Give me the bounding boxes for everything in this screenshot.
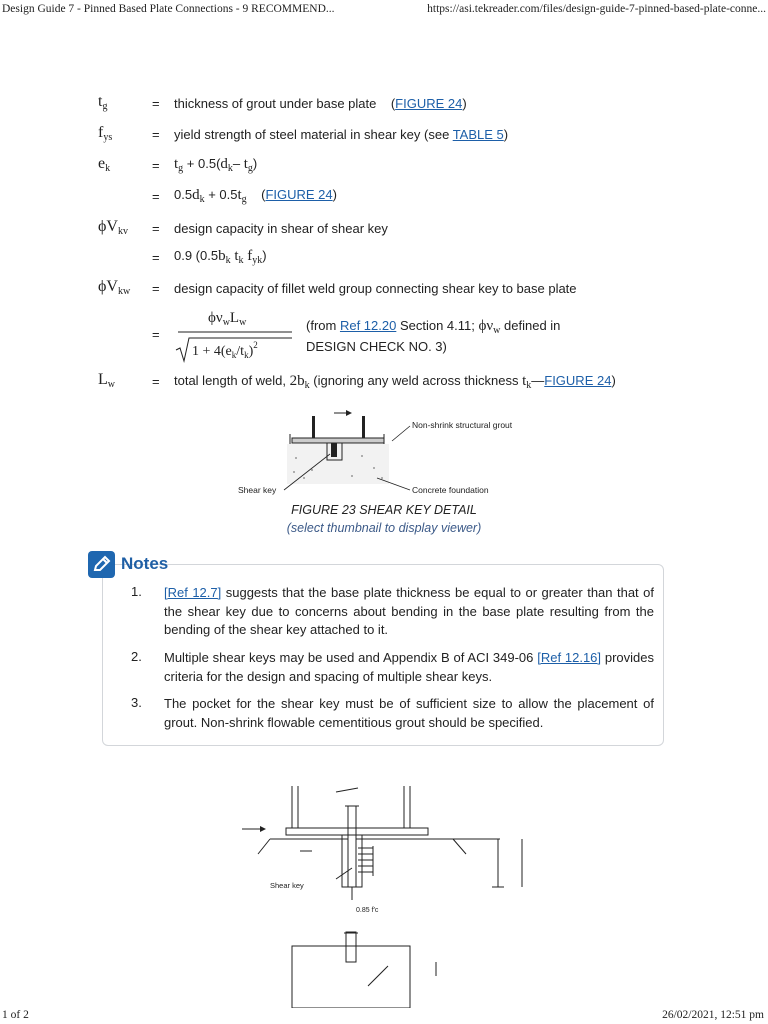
- plan-arrow: [368, 966, 388, 986]
- ref-12-7-label: Ref 12.7: [167, 585, 218, 600]
- phiVkv2-a: 0.9 (0.5: [174, 248, 219, 263]
- print-footer: [0, 1008, 768, 1024]
- note-after: defined in: [500, 318, 561, 333]
- note-number: 2.: [131, 649, 142, 664]
- equals-sign: =: [152, 221, 160, 236]
- link-figure-24[interactable]: FIGURE 24: [265, 187, 333, 202]
- svg-text:1 + 4(ek/tk)2: $1 + 4(e_k/t_k)^2$: [192, 340, 258, 360]
- def-text: total length of weld, $2b_k$ (ignoring any weld across thickness $t_k—FIGURE$ 24): [174, 373, 616, 391]
- plan-shear-key: [346, 932, 356, 962]
- def-text: [174, 96, 467, 111]
- svg-text:ϕνwLw: $\phi\nu_wL_w$: [208, 310, 247, 328]
- paren-open: (: [390, 96, 396, 111]
- shear-key: [331, 443, 337, 457]
- shear-key-upper: [348, 806, 356, 836]
- figure-23-caption: FIGURE 23 SHEAR KEY DETAIL: [291, 503, 477, 517]
- ek-formula-2: $0.5d_k + 0.5t_g$ (FIGURE 24): [174, 187, 337, 205]
- figure-23-subcaption[interactable]: (select thumbnail to display viewer): [286, 521, 482, 535]
- symbol-fys: $f_{ys}$: [98, 124, 113, 143]
- note-text: [164, 649, 654, 686]
- equals-sign: =: [152, 158, 160, 173]
- note-line2: DESIGN CHECK NO. 3): [306, 339, 447, 354]
- def-ek-alt: [0, 186, 768, 210]
- grout-slope-left: [258, 839, 270, 854]
- callout-line-grout: [392, 426, 410, 441]
- Lw-a: total length of weld,: [174, 373, 290, 388]
- link-ref-12-20[interactable]: Ref 12.20: [339, 318, 397, 333]
- ek1-a: + 0.5(: [186, 156, 221, 171]
- link-figure-24[interactable]: FIGURE 24: [544, 373, 612, 388]
- link-table-5[interactable]: TABLE 5: [452, 127, 504, 142]
- def-ek: [0, 155, 768, 179]
- figure-23-thumbnail[interactable]: [232, 408, 532, 500]
- ek-formula-1: $t_g + 0.5(d_k-$ $t_g$): [174, 156, 258, 174]
- symbol-Lw: $L_w$: [98, 371, 116, 390]
- link-ref-12-16[interactable]: [Ref 12.16]: [537, 650, 602, 665]
- paren-close: ): [462, 96, 467, 111]
- ek2-a: 0.5: [174, 187, 193, 202]
- def-text: [174, 127, 508, 142]
- break-line: [336, 788, 358, 792]
- equals-sign: =: [152, 189, 160, 204]
- callout-key: Shear key: [238, 485, 277, 495]
- def-phiVkv-formula: [0, 247, 768, 271]
- symbol-tg: $t_g$: [98, 93, 108, 112]
- note-number: 1.: [131, 584, 142, 599]
- Lw-c: —: [531, 373, 545, 388]
- print-datetime: 26/02/2021, 12:51 pm: [662, 1009, 764, 1021]
- paren-close: ): [611, 373, 616, 388]
- note-1-text: suggests that the base plate thickness be equal to or greater than that of the shear key due to concerns about bending in the base plate resulting from the bending of the shear key attached to it.: [164, 585, 654, 637]
- column-flange-left: [312, 416, 315, 438]
- note-number: 3.: [131, 695, 142, 710]
- paren-close: ): [332, 187, 337, 202]
- base-plate: [286, 828, 428, 835]
- callout-concrete: Concrete foundation: [412, 485, 489, 495]
- base-plate: [292, 438, 384, 443]
- def-tg: [0, 93, 768, 117]
- def-fys: [0, 124, 768, 148]
- paren-close: ): [503, 127, 509, 142]
- def-phiVkw: [0, 278, 768, 302]
- plan-base-plate: [292, 946, 410, 1008]
- link-figure-24[interactable]: FIGURE 24: [395, 96, 463, 111]
- note-2-post: provides criteria for the design and spacing of multiple shear keys.: [164, 650, 655, 684]
- equals-sign: =: [152, 327, 160, 342]
- grout-slope-right: [453, 839, 466, 854]
- link-ref-12-7[interactable]: [Ref 12.7]: [164, 585, 222, 600]
- formula-note: (from Ref 12.20 Section 4.11; $\phi\nu_w$ defined in DESIGN CHECK NO. 3): [306, 318, 561, 354]
- shear-key: [348, 835, 356, 887]
- def-Lw: [0, 371, 768, 395]
- print-header: [0, 0, 768, 22]
- document-url[interactable]: https://asi.tekreader.com/files/design-guide-7-pinned-based-plate-conne...: [427, 3, 766, 15]
- def-text: design capacity in shear of shear key: [174, 221, 388, 236]
- equals-sign: =: [152, 96, 160, 111]
- paren-open: (: [261, 187, 266, 202]
- bearing-label: 0.85 f′c: [356, 907, 379, 914]
- ek2-b: + 0.5: [204, 187, 238, 202]
- paren-close: ): [262, 248, 267, 263]
- Lw-b: (ignoring any weld across thickness: [309, 373, 523, 388]
- symbol-phiVkv: $\phi V_{kv}$: [98, 218, 128, 237]
- def-fys-text: yield strength of steel material in shear key (see: [174, 127, 453, 142]
- shear-arrow-head: [260, 826, 266, 832]
- phiVkv-formula: 0.9 ($0.5b_k$ $t_k$ $f_{yk}$): [174, 248, 267, 266]
- def-tg-text: thickness of grout under base plate: [174, 96, 377, 111]
- equals-sign: =: [152, 127, 160, 142]
- note-mid: Section 4.11;: [396, 318, 479, 333]
- notes-title: Notes: [121, 554, 169, 573]
- symbol-ek: $e_k$: [98, 155, 111, 174]
- pencil-icon: [88, 551, 115, 578]
- phiVkw-formula: [0, 306, 768, 366]
- note-text: The pocket for the shear key must be of sufficient size to allow the placement of grout. Non-shrink flowable cementitious grout should be specified.: [164, 696, 654, 730]
- note-text: [164, 584, 654, 640]
- page-count: 1 of 2: [2, 1009, 29, 1021]
- def-text: design capacity of fillet weld group connecting shear key to base plate: [174, 281, 577, 296]
- note-2-pre: Multiple shear keys may be used and Appendix B of ACI 349-06: [164, 650, 538, 665]
- fraction-formula: [172, 306, 302, 366]
- ek1-c: ): [252, 156, 258, 171]
- arrow-head: [346, 410, 352, 416]
- note-open: (from: [306, 318, 340, 333]
- notes-box: [102, 564, 664, 746]
- concrete-foundation: [287, 444, 389, 484]
- symbol-phiVkw: $\phi V_{kw}$: [98, 278, 131, 297]
- shear-key-label: Shear key: [270, 881, 304, 890]
- def-phiVkv: [0, 218, 768, 242]
- figure-24-drawing: [228, 786, 548, 1008]
- ek1-b: –: [232, 156, 244, 171]
- document-title: Design Guide 7 - Pinned Based Plate Connections - 9 RECOMMEND...: [2, 3, 335, 15]
- ref-12-16-label: Ref 12.16: [540, 650, 598, 665]
- equals-sign: =: [152, 281, 160, 296]
- column-flange-right: [362, 416, 365, 438]
- equals-sign: =: [152, 374, 160, 389]
- equals-sign: =: [152, 250, 160, 265]
- callout-grout: Non-shrink structural grout: [412, 420, 513, 430]
